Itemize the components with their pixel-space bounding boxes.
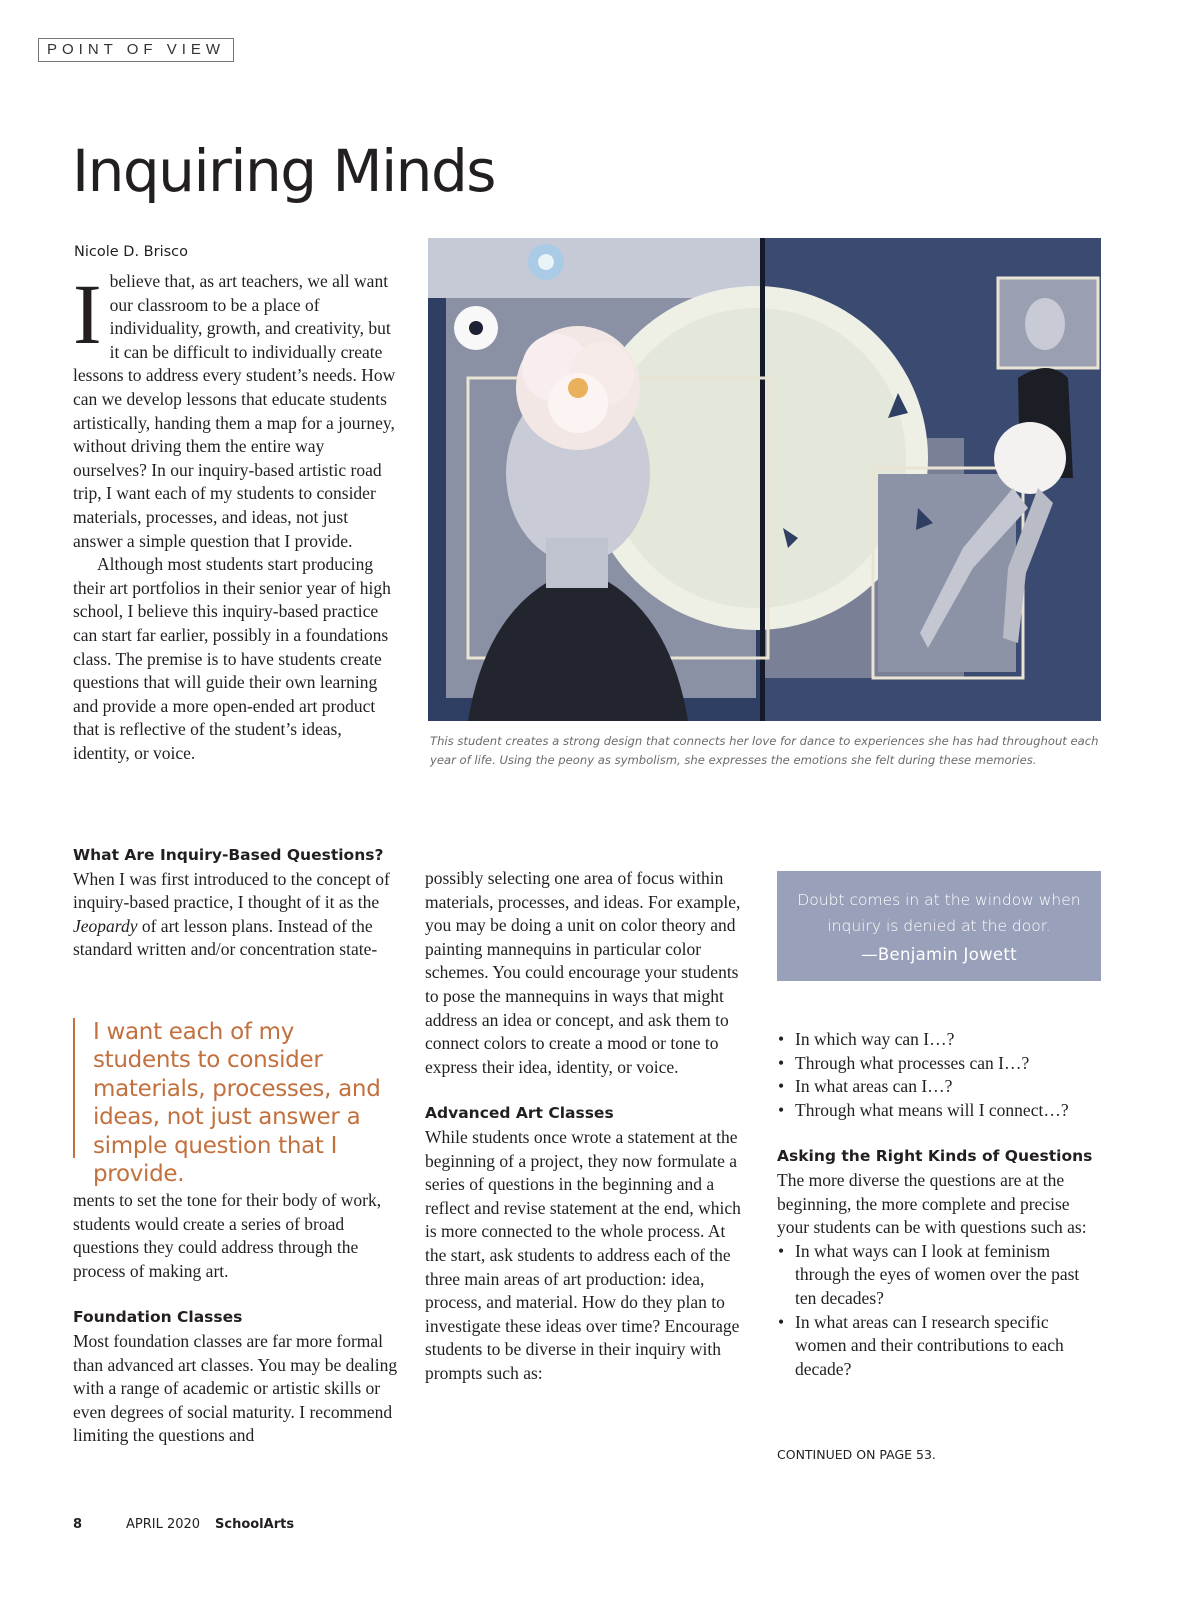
issue-date: APRIL 2020 [126,1517,201,1532]
list-item: • In which way can I…? [777,1028,1099,1052]
drop-cap: I [73,266,102,362]
heading-right-questions: Asking the Right Kinds of Questions [777,1147,1093,1166]
section1-continued [73,1189,399,1448]
section2-text-a: Most foundation classes are far more formal than advanced art classes. You may be dealing with a range of academic or artistic skills or even degrees of social maturity. I recommend limiting the questions and [73,1330,398,1446]
list-item: • In what areas can I research specific women and their contributions to each decade? [777,1311,1099,1382]
quote-attribution: —Benjamin Jowett [861,945,1017,964]
student-artwork-collage [428,238,1101,721]
list-item: • In what areas can I…? [777,1075,1099,1099]
heading-inquiry-questions: What Are Inquiry-Based Questions? [73,846,384,864]
list-item: • In what ways can I look at feminism through the eyes of women over the past ten decades? [777,1240,1099,1311]
quote-box [777,871,1101,981]
section-tag: POINT OF VIEW [38,38,234,62]
section4-text: The more diverse the questions are at the beginning, the more complete and precise your students can be with questions such as: [777,1169,1087,1238]
column-3 [777,1028,1099,1381]
intro-paragraph-2: Although most students start producing their art portfolios in their senior year of high school, I believe this inquiry-based practice can start far earlier, possibly in a foundations class. The premise is to have students create questions that will guide their own learning and provide a more open-ended art product that is reflective of the student’s ideas, identity, or voice. [73,554,391,763]
section3-text: While students once wrote a statement at the beginning of a project, they now formulate a series of questions in the beginning and a reflect and revise statement at the end, which is more connected to the whole process. At the start, ask students to address each of the three main areas of art production: idea, process, and material. How do they plan to investigate these ideas over time? Encourage students to be diverse in their inquiry with prompts such as: [425,1126,741,1383]
article-title: Inquiring Minds [72,137,495,205]
section-inquiry-questions [73,844,399,962]
section1-text-b: ments to set the tone for their body of work, students would create a series of broad questions they could address through the process of making art. [73,1190,382,1281]
section1-text-a: When I was first introduced to the concept of inquiry-based practice, I thought of it as the Jeopardy of art lesson plans. Instead of the standard written and/or concentration state- [73,868,390,960]
page-number: 8 [73,1517,83,1532]
intro-text [73,266,399,765]
image-caption: This student creates a strong design that connects her love for dance to experiences she has had throughout each year of life. Using the peony as symbolism, she expresses the emotions she felt during these memories. [430,734,1099,767]
list-item: • Through what means will I connect…? [777,1099,1099,1123]
continued-note: CONTINUED ON PAGE 53. [777,1447,936,1462]
heading-advanced-classes: Advanced Art Classes [425,1104,614,1123]
heading-foundation-classes: Foundation Classes [73,1308,243,1327]
column-2 [425,867,751,1385]
prompt-list [777,1028,1099,1122]
author-byline: Nicole D. Brisco [74,244,188,260]
peony-flower [516,326,640,450]
intro-paragraph-1: believe that, as art teachers, we all want our classroom to be a place of individuality, growth, and creativity, but it can be difficult to individually create lessons to address every student’s needs. How can we develop lessons that educate students artistically, handing them a map for a journey, without driving them the entire way ourselves? In our inquiry-based artistic road trip, I want each of my students to consider materials, processes, and ideas, not just answer a simple question that I provide. [73,271,396,551]
list-item: • Through what processes can I…? [777,1052,1099,1076]
magazine-name: SchoolArts [215,1517,295,1532]
pull-quote: I want each of my students to consider materials, processes, and ideas, not just answer a simple question that I provide. [73,1018,393,1158]
section2-text-b: possibly selecting one area of focus within materials, processes, and ideas. For example, you may be doing a unit on color theory and painting mannequins in particular color schemes. You could encourage your students to pose the mannequins in ways that might address an idea or concept, and ask them to connect colors to create a mood or tone to express their idea, identity, or voice. [425,868,741,1077]
quote-text: Doubt comes in at the window when inquiry is denied at the door. [797,891,1081,935]
example-questions-list [777,1240,1099,1382]
